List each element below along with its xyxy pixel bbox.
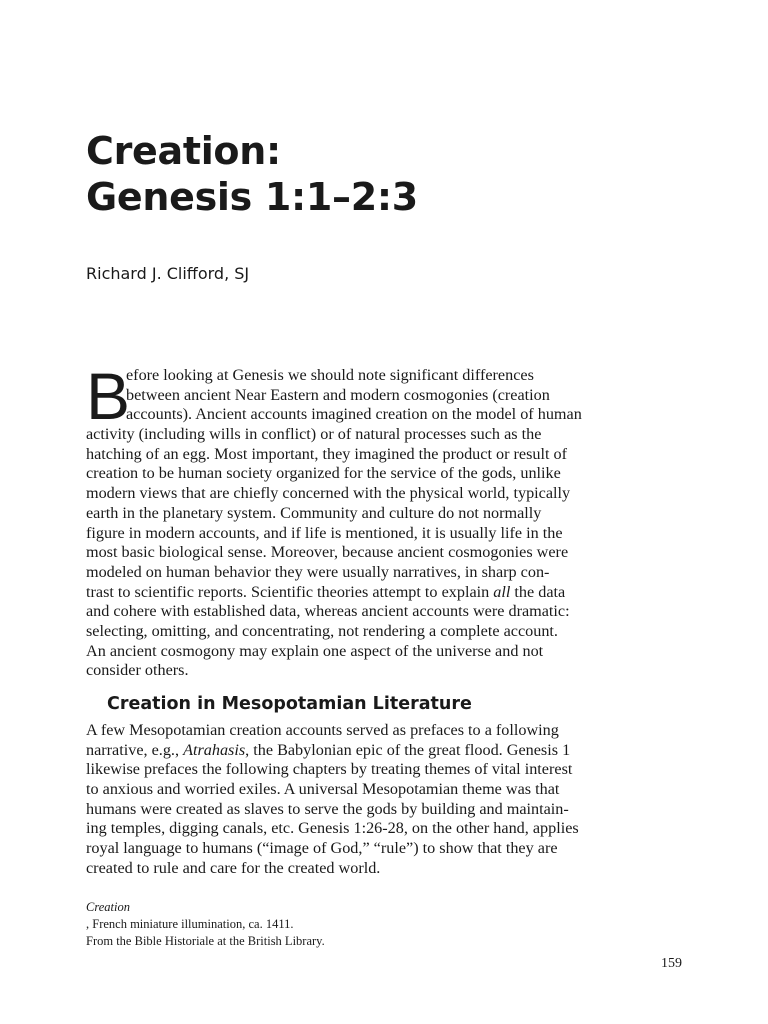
paragraph-line: modeled on human behavior they were usually narratives, in sharp con- [86,562,550,581]
drop-cap: B [86,359,131,433]
paragraph-line: efore looking at Genesis we should note significant differences [126,366,534,384]
paragraph-line: consider others. [86,661,189,680]
figure-caption [86,899,325,950]
chapter-title [86,128,418,220]
paragraph-line: between ancient Near Eastern and modern cosmogonies (creation [126,385,550,404]
paragraph-line: likewise prefaces the following chapters by treating themes of vital interest [86,760,573,779]
emphasis-text: Atrahasis [183,740,246,759]
caption-line-2: From the Bible Historiale at the British Library. [86,934,325,948]
chapter-author: Richard J. Clifford, SJ [86,264,250,283]
caption-line-1 [86,899,325,933]
paragraph-line: to anxious and worried exiles. A universal Mesopotamian theme was that [86,780,560,799]
line-text: narrative, e.g., [86,740,184,759]
page-number: 159 [661,956,682,971]
paragraph-line: and cohere with established data, whereas ancient accounts were dramatic: [86,602,570,621]
paragraph-line: accounts). Ancient accounts imagined creation on the model of human [126,405,582,424]
section-heading: Creation in Mesopotamian Literature [107,694,472,714]
paragraph-line: selecting, omitting, and concentrating, not rendering a complete account. [86,621,558,640]
paragraph-line: created to rule and care for the created world. [86,858,381,877]
section-paragraph [86,721,686,879]
paragraph-line: humans were created as slaves to serve the gods by building and maintain- [86,799,569,818]
line-text: the data [510,582,566,601]
line-text: trast to scientific reports. Scientific theories attempt to explain [86,582,494,601]
paragraph-line: royal language to humans (“image of God,” “rule”) to show that they are [86,839,558,858]
intro-paragraph [86,359,686,681]
line-text: , the Babylonian epic of the great flood. Genesis 1 [245,740,571,759]
paragraph-line [86,741,686,761]
paragraph-line: creation to be human society organized for the service of the gods, unlike [86,464,561,483]
chapter-title-line-2: Genesis 1:1–2:3 [86,175,418,219]
paragraph-line: A few Mesopotamian creation accounts served as prefaces to a following [86,721,559,739]
caption-artwork-title: Creation [86,900,130,914]
paragraph-line: figure in modern accounts, and if life is mentioned, it is usually life in the [86,523,563,542]
paragraph-line: hatching of an egg. Most important, they imagined the product or result of [86,444,568,463]
paragraph-line: An ancient cosmogony may explain one aspect of the universe and not [86,641,544,660]
paragraph-line: most basic biological sense. Moreover, because ancient cosmogonies were [86,543,569,562]
paragraph-line: earth in the planetary system. Community and culture do not normally [86,503,542,522]
paragraph-line [86,583,686,603]
chapter-title-line-1: Creation: [86,129,281,173]
caption-text: , French miniature illumination, ca. 1411. [86,917,294,931]
paragraph-line: activity (including wills in conflict) or of natural processes such as the [86,425,542,444]
paragraph-line: ing temples, digging canals, etc. Genesis 1:26-28, on the other hand, applies [86,819,579,838]
paragraph-line: modern views that are chiefly concerned with the physical world, typically [86,484,571,503]
emphasis-text: all [493,582,511,601]
